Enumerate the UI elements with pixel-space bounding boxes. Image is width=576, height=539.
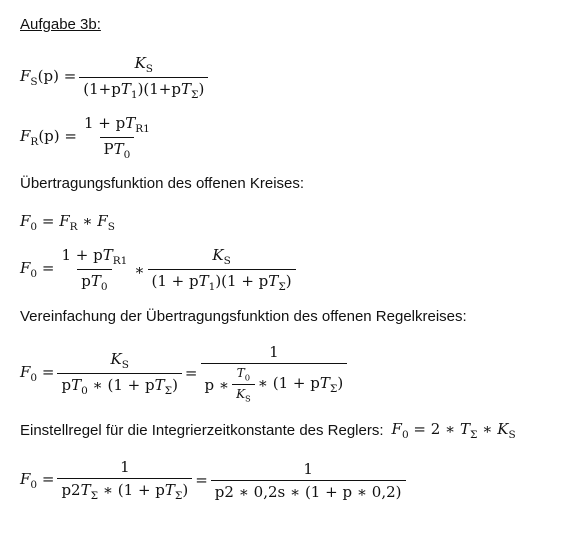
eq-f0-full-fraction-1 [57,246,131,293]
eq-simpl-frac2-denominator [201,363,348,404]
eq-simpl-frac2-den-pre: p ∗ [204,375,230,394]
eq-fs-lhs: $F_S(p)$ = [20,67,77,88]
equation-open-loop-full [20,246,299,293]
equation-controller-transfer-function [20,114,157,161]
eq-fr-fraction [80,114,154,161]
eq-num-frac1-denominator: $p2T_\Sigma$ ∗ $(1 + pT_\Sigma)$ [57,478,192,502]
eq-simpl-frac2-den-post: ∗ $(1 + pT_\Sigma)$ [257,374,344,396]
task-title: Aufgabe 3b: [20,16,101,33]
eq-fs-denominator: $(1+pT_1)(1+pT_\Sigma)$ [79,77,208,101]
eq-simpl-inner-numerator: $T_0$ [236,366,251,383]
eq-f0-product: $F_0 = F_R$ ∗ $F_S$ [20,212,115,233]
eq-simpl-fraction-1 [57,350,181,397]
eq-f0-full-frac1-numerator: $1 + pT_{R1}$ [61,246,128,267]
eq-num-frac2-numerator: 1 [303,459,313,478]
eq-rule: $F_0 = 2$ ∗ $T_\Sigma$ ∗ $K_S$ [391,420,516,441]
eq-fs-numerator: $K_S$ [134,54,153,75]
rule-line [20,420,516,441]
eq-f0-full-lhs: $F_0$ = [20,259,55,280]
eq-f0-full-fraction-2 [148,246,296,293]
eq-fr-lhs: $F_R(p)$ = [20,127,77,148]
eq-simpl-equals: = [184,364,198,383]
text-rule-heading: Einstellregel für die Integrierzeitkonstante des Reglers: [20,422,384,439]
eq-num-equals: = [195,471,208,489]
text-open-loop-heading: Übertragungsfunktion des offenen Kreises: [20,175,305,192]
eq-num-fraction-2 [211,460,406,501]
equation-simplified [20,343,350,404]
equation-numeric [20,458,409,502]
eq-simpl-inner-fraction [232,366,255,404]
eq-num-fraction-1 [57,458,192,502]
eq-fr-denominator: $PT_0$ [100,137,135,161]
text-simplification-heading: Vereinfachung der Übertragungsfunktion des offenen Regelkreises: [20,308,467,325]
eq-num-frac2-denominator: p2 ∗ 0,2s ∗ (1 + p ∗ 0,2) [211,480,406,501]
eq-simpl-fraction-2 [201,343,348,404]
eq-simpl-lhs: $F_0$ = [20,362,55,384]
eq-simpl-frac2-numerator: 1 [269,343,279,361]
eq-f0-full-frac2-denominator: $(1 + pT_1)(1 + pT_\Sigma)$ [148,269,296,293]
equation-open-loop-product [20,212,115,233]
eq-f0-full-frac1-denominator: $pT_0$ [77,269,111,293]
eq-fs-fraction [79,54,208,101]
eq-simpl-frac1-denominator: $pT_0$ ∗ $(1 + pT_\Sigma)$ [57,373,181,397]
eq-f0-full-operator: ∗ [134,260,145,279]
equation-plant-transfer-function [20,54,211,101]
eq-simpl-inner-denominator: $K_S$ [232,384,255,403]
eq-num-frac1-numerator: 1 [120,458,130,476]
eq-fr-numerator: $1 + pT_{R1}$ [83,114,150,135]
eq-f0-full-frac2-numerator: $K_S$ [212,246,231,267]
eq-num-lhs: $F_0$ = [20,469,55,491]
eq-simpl-frac1-numerator: $K_S$ [110,349,129,371]
